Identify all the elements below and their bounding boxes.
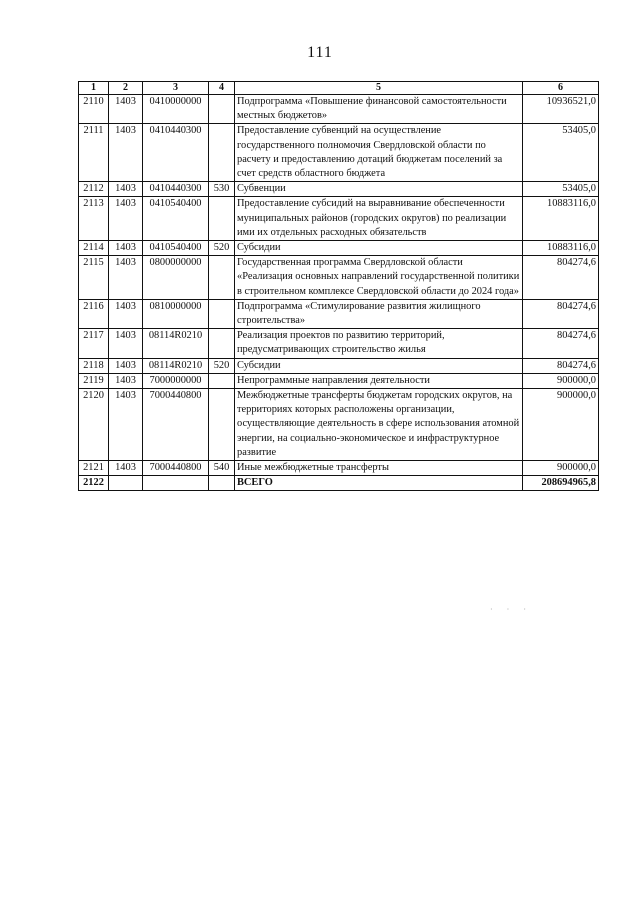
cell-section-code: 1403 xyxy=(109,389,143,461)
table-row xyxy=(79,95,599,124)
cell-section-code: 1403 xyxy=(109,299,143,328)
cell-description: ВСЕГО xyxy=(235,476,523,491)
cell-target-article-code: 0410440300 xyxy=(143,124,209,182)
cell-section-code: 1403 xyxy=(109,373,143,388)
cell-section-code: 1403 xyxy=(109,241,143,256)
cell-target-article-code: 0410000000 xyxy=(143,95,209,124)
cell-expense-type-code xyxy=(209,299,235,328)
cell-expense-type-code xyxy=(209,329,235,358)
cell-target-article-code: 0800000000 xyxy=(143,256,209,300)
cell-target-article-code: 7000000000 xyxy=(143,373,209,388)
cell-description: Иные межбюджетные трансферты xyxy=(235,461,523,476)
budget-table xyxy=(78,81,599,491)
cell-section-code: 1403 xyxy=(109,461,143,476)
table-row xyxy=(79,389,599,461)
cell-section-code xyxy=(109,476,143,491)
cell-row-number: 2119 xyxy=(79,373,109,388)
cell-row-number: 2118 xyxy=(79,358,109,373)
cell-amount: 900000,0 xyxy=(523,373,599,388)
cell-expense-type-code: 540 xyxy=(209,461,235,476)
cell-target-article-code xyxy=(143,476,209,491)
cell-description: Субвенции xyxy=(235,182,523,197)
cell-section-code: 1403 xyxy=(109,358,143,373)
budget-table-body xyxy=(79,95,599,491)
cell-amount: 804274,6 xyxy=(523,358,599,373)
cell-target-article-code: 08114R0210 xyxy=(143,358,209,373)
header-col-3: 3 xyxy=(143,82,209,95)
table-row xyxy=(79,329,599,358)
cell-description: Подпрограмма «Стимулирование развития жилищного строительства» xyxy=(235,299,523,328)
cell-target-article-code: 0810000000 xyxy=(143,299,209,328)
cell-expense-type-code xyxy=(209,389,235,461)
cell-expense-type-code xyxy=(209,373,235,388)
cell-row-number: 2112 xyxy=(79,182,109,197)
header-col-1: 1 xyxy=(79,82,109,95)
table-row xyxy=(79,461,599,476)
cell-description: Предоставление субсидий на выравнивание обеспеченности муниципальных районов (городских округов) по реализации ими их отдельных расходных обязательств xyxy=(235,197,523,241)
cell-section-code: 1403 xyxy=(109,256,143,300)
cell-expense-type-code xyxy=(209,256,235,300)
cell-target-article-code: 08114R0210 xyxy=(143,329,209,358)
cell-section-code: 1403 xyxy=(109,182,143,197)
cell-description: Непрограммные направления деятельности xyxy=(235,373,523,388)
cell-expense-type-code xyxy=(209,124,235,182)
table-row xyxy=(79,197,599,241)
cell-amount: 53405,0 xyxy=(523,124,599,182)
cell-description: Реализация проектов по развитию территорий, предусматривающих строительство жилья xyxy=(235,329,523,358)
table-row-total xyxy=(79,476,599,491)
cell-expense-type-code xyxy=(209,197,235,241)
table-row xyxy=(79,241,599,256)
cell-description: Государственная программа Свердловской области «Реализация основных направлений государственной политики в строительном комплексе Свердловской области до 2024 года» xyxy=(235,256,523,300)
cell-expense-type-code: 520 xyxy=(209,241,235,256)
cell-section-code: 1403 xyxy=(109,329,143,358)
cell-amount: 804274,6 xyxy=(523,256,599,300)
cell-row-number: 2111 xyxy=(79,124,109,182)
cell-row-number: 2116 xyxy=(79,299,109,328)
table-row xyxy=(79,299,599,328)
cell-row-number: 2117 xyxy=(79,329,109,358)
cell-amount: 208694965,8 xyxy=(523,476,599,491)
cell-section-code: 1403 xyxy=(109,197,143,241)
cell-description: Субсидии xyxy=(235,241,523,256)
cell-description: Подпрограмма «Повышение финансовой самостоятельности местных бюджетов» xyxy=(235,95,523,124)
cell-amount: 804274,6 xyxy=(523,329,599,358)
cell-description: Субсидии xyxy=(235,358,523,373)
cell-description: Межбюджетные трансферты бюджетам городских округов, на территориях которых расположены организации, осуществляющие деятельность в сфере использования атомной энергии, на социально-экономическое и инфраструктурное развитие xyxy=(235,389,523,461)
cell-row-number: 2110 xyxy=(79,95,109,124)
cell-expense-type-code xyxy=(209,476,235,491)
cell-expense-type-code xyxy=(209,95,235,124)
table-row xyxy=(79,182,599,197)
cell-target-article-code: 7000440800 xyxy=(143,461,209,476)
cell-amount: 804274,6 xyxy=(523,299,599,328)
cell-row-number: 2115 xyxy=(79,256,109,300)
cell-amount: 900000,0 xyxy=(523,461,599,476)
scan-artifact: · · · xyxy=(490,605,532,614)
cell-target-article-code: 0410540400 xyxy=(143,197,209,241)
header-col-4: 4 xyxy=(209,82,235,95)
cell-amount: 10936521,0 xyxy=(523,95,599,124)
table-row xyxy=(79,373,599,388)
header-col-6: 6 xyxy=(523,82,599,95)
cell-expense-type-code: 520 xyxy=(209,358,235,373)
cell-row-number: 2113 xyxy=(79,197,109,241)
header-col-5: 5 xyxy=(235,82,523,95)
table-header-row xyxy=(79,82,599,95)
cell-section-code: 1403 xyxy=(109,124,143,182)
cell-amount: 10883116,0 xyxy=(523,197,599,241)
table-row xyxy=(79,256,599,300)
table-row xyxy=(79,358,599,373)
cell-description: Предоставление субвенций на осуществление государственного полномочия Свердловской области по расчету и предоставлению дотаций бюджетам поселений за счет средств областного бюджета xyxy=(235,124,523,182)
cell-section-code: 1403 xyxy=(109,95,143,124)
cell-target-article-code: 0410440300 xyxy=(143,182,209,197)
cell-amount: 53405,0 xyxy=(523,182,599,197)
cell-row-number: 2122 xyxy=(79,476,109,491)
cell-target-article-code: 0410540400 xyxy=(143,241,209,256)
header-col-2: 2 xyxy=(109,82,143,95)
cell-target-article-code: 7000440800 xyxy=(143,389,209,461)
cell-amount: 10883116,0 xyxy=(523,241,599,256)
cell-row-number: 2114 xyxy=(79,241,109,256)
cell-amount: 900000,0 xyxy=(523,389,599,461)
cell-row-number: 2120 xyxy=(79,389,109,461)
table-row xyxy=(79,124,599,182)
cell-expense-type-code: 530 xyxy=(209,182,235,197)
page-number: 111 xyxy=(307,44,333,61)
cell-row-number: 2121 xyxy=(79,461,109,476)
